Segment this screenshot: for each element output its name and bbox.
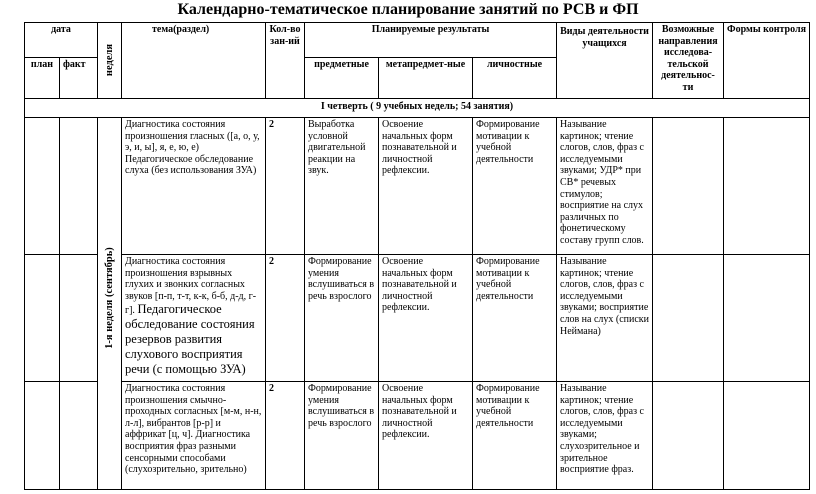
col-metasubject: метапредмет-ные [379,58,473,99]
subject-cell: Формирование умения вслушиваться в речь взрослого [305,255,379,382]
hours-cell: 2 [266,118,305,255]
col-topic: тема(раздел) [122,23,266,99]
metasubject-cell: Освоение начальных форм познавательной и личностной рефлексии. [379,118,473,255]
quarter-label: I четверть ( 9 учебных недель; 54 занятия) [25,99,810,118]
header-row-1 [25,23,810,58]
control-cell [724,382,810,490]
col-subject: предметные [305,58,379,99]
col-personal: личностные [473,58,557,99]
col-planned-results: Планируемые результаты [305,23,557,58]
topic-cell: Диагностика состояния произношения смычно-проходных согласных [м-м, н-н, л-л], вибрантов [р-р] и аффрикат [ц, ч]. Диагностика восприятия фраз разными сенсорными способами (слухозрительно, зрительно) [122,382,266,490]
table-row [25,118,810,255]
subject-cell: Формирование умения вслушиваться в речь взрослого [305,382,379,490]
col-activities: Виды деятельности учащихся [557,23,653,99]
col-hours: Кол-во зан-ий [266,23,305,99]
subject-cell: Выработка условной двигательной реакции на звук. [305,118,379,255]
personal-cell: Формирование мотивации к учебной деятельности [473,118,557,255]
research-cell [653,255,724,382]
col-date: дата [25,23,98,58]
col-fact: факт [60,58,98,99]
topic-tail-text: Педагогическое обследование состояния резервов развития слухового восприятия речи (с помощью ЗУА) [125,302,255,377]
activities-cell: Называние картинок; чтение слогов, слов, фраз с исследуемыми звуками; УДР* при СВ* речевых стимулов; восприятие на слух различных по фонетическому составу групп слов. [557,118,653,255]
hours-cell: 2 [266,382,305,490]
personal-cell: Формирование мотивации к учебной деятельности [473,382,557,490]
control-cell [724,255,810,382]
hours-cell: 2 [266,255,305,382]
topic-cell: Диагностика состояния произношения гласных ([а, о, у, э, и, ы], я, е, ю, е) Педагогическое обследование слуха (без использования ЗУА) [122,118,266,255]
quarter-row [25,99,810,118]
col-week [98,23,122,99]
col-plan: план [25,58,60,99]
table-row [25,382,810,490]
metasubject-cell: Освоение начальных форм познавательной и личностной рефлексии. [379,382,473,490]
col-research: Возможные направления исследова-тельской деятельнос-ти [653,23,724,99]
page-title: Календарно-тематическое планирование занятий по РСВ и ФП [177,1,639,18]
activities-cell: Называние картинок; чтение слогов, слов, фраз с исследуемыми звуками; восприятие слов на слух (списки Неймана) [557,255,653,382]
planning-table [24,22,810,490]
topic-cell [122,255,266,382]
col-control: Формы контроля [724,23,810,99]
week-label: 1-я неделя (сентябрь) [103,247,115,349]
research-cell [653,382,724,490]
personal-cell: Формирование мотивации к учебной деятельности [473,255,557,382]
control-cell [724,118,810,255]
research-cell [653,118,724,255]
activities-cell: Называние картинок; чтение слогов, слов, фраз с исследуемыми звуками; слухозрительное и зрительное восприятие фраз. [557,382,653,490]
col-week-label: неделя [103,43,115,77]
table-row [25,255,810,382]
topic-text: Диагностика состояния произношения взрывных глухих и звонких согласных звуков [п-п, т-т, к-к, б-б, д-д, г-г]. [125,256,257,317]
metasubject-cell: Освоение начальных форм познавательной и личностной рефлексии. [379,255,473,382]
week-cell [98,118,122,490]
